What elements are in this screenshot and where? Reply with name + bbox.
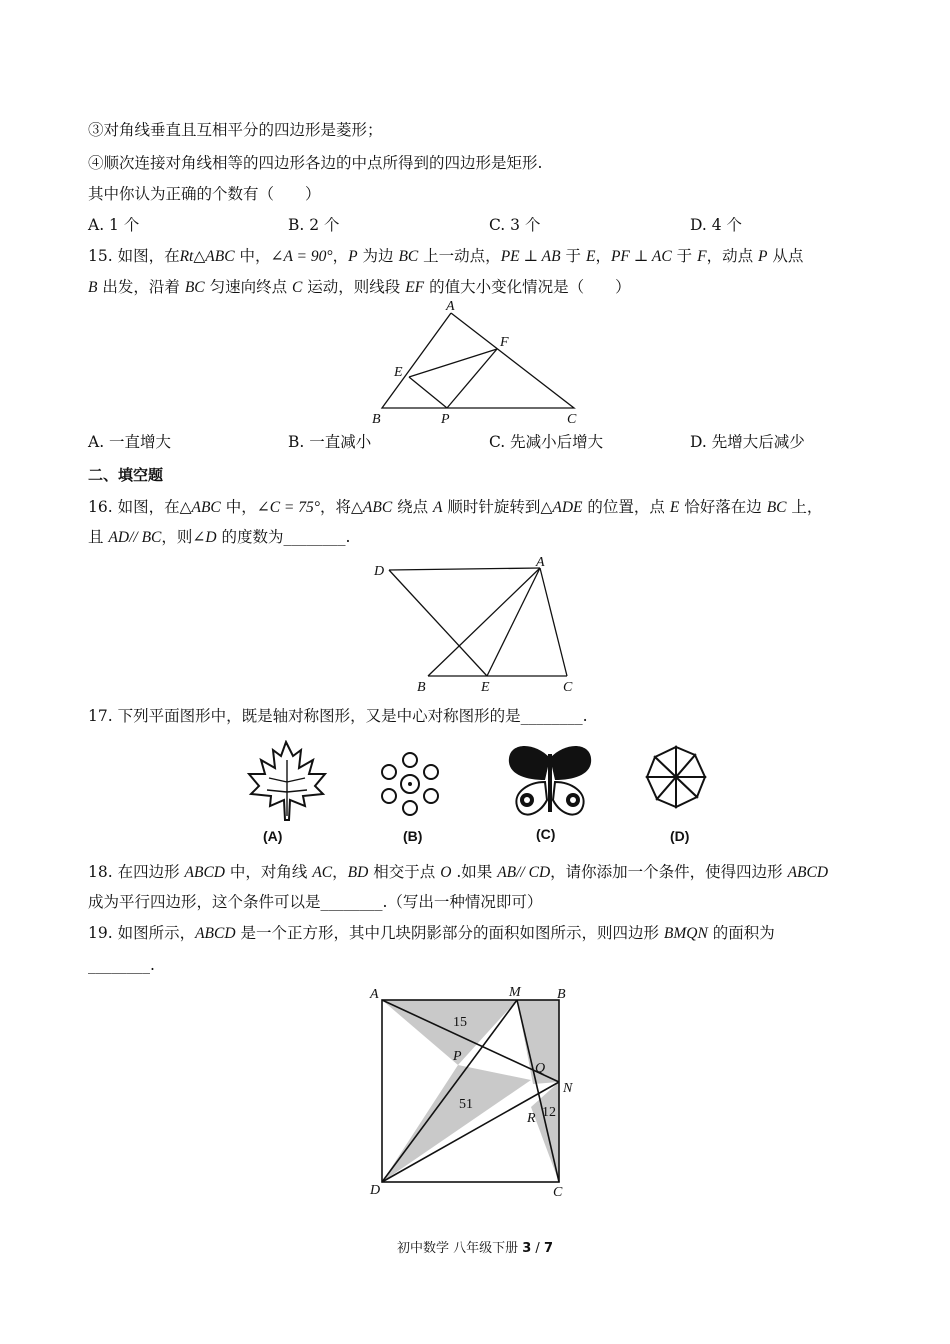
page-footer: 初中数学 八年级下册 3 / 7	[396, 1241, 553, 1256]
q16-label-e: E	[481, 680, 490, 695]
q19-label-m: M	[509, 985, 521, 1000]
q19-label-n: N	[563, 1081, 573, 1096]
q19-figure	[365, 982, 585, 1202]
q19-label-d: D	[370, 1183, 381, 1198]
q16-segment-de	[389, 570, 487, 676]
q14-option-d: D. 4 个	[690, 216, 743, 234]
q19-line-2: ________.	[88, 956, 155, 974]
q17-label-d: (D)	[670, 828, 690, 844]
q14-option-a: A. 1 个	[88, 216, 140, 234]
q19-line-1: 19. 如图所示，ABCD 是一个正方形，其中几块阴影部分的面积如图所示，则四边形 BMQN 的面积为	[88, 924, 775, 942]
q18-line-2: 成为平行四边形，这个条件可以是________.（写出一种情况即可）	[88, 893, 543, 911]
q18-line-1: 18. 在四边形 ABCD 中，对角线 AC，BD 相交于点 O .如果 AB// CD，请你添加一个条件，使得四边形 ABCD	[88, 863, 829, 881]
q19-area-15: 15	[453, 1015, 467, 1030]
q15-line-2: B 出发，沿着 BC 匀速向终点 C 运动，则线段 EF 的值大小变化情况是（ ）	[88, 278, 631, 296]
q15-label-b: B	[372, 412, 381, 427]
q19-label-p: P	[453, 1049, 462, 1064]
q16-segment-ab	[428, 568, 540, 676]
q15-figure	[360, 298, 590, 428]
q16-label-d: D	[374, 564, 385, 579]
q15-label-p: P	[441, 412, 450, 427]
q17-label-c: (C)	[536, 826, 556, 842]
q16-line-1: 16. 如图，在△ABC 中，∠C = 75°，将△ABC 绕点 A 顺时针旋转到△ADE 的位置，点 E 恰好落在边 BC 上，	[88, 498, 823, 516]
q15-triangle	[382, 313, 574, 408]
q16-segment-ac	[540, 568, 567, 676]
q16-label-c: C	[563, 680, 573, 695]
q15-line-1: 15. 如图，在Rt△ABC 中，∠A = 90°，P 为边 BC 上一动点，PE ⊥ AB 于 E，PF ⊥ AC 于 F，动点 P 从点	[88, 247, 804, 265]
q16-segment-da	[389, 568, 540, 570]
q14-statement-4: ④顺次连接对角线相等的四边形各边的中点所得到的四边形是矩形.	[88, 154, 543, 172]
q16-segment-ae	[487, 568, 540, 676]
q15-label-a: A	[446, 299, 455, 314]
q16-label-b: B	[417, 680, 426, 695]
q16-label-a: A	[536, 555, 545, 570]
q17-figures	[243, 740, 723, 848]
q17-label-a: (A)	[263, 828, 283, 844]
q15-label-c: C	[567, 412, 577, 427]
q19-area-12: 12	[542, 1105, 556, 1120]
q19-label-r: R	[527, 1111, 536, 1126]
q19-label-c: C	[553, 1185, 563, 1200]
q15-segment-pf	[447, 349, 497, 408]
q17-text: 17. 下列平面图形中，既是轴对称图形，又是中心对称图形的是________.	[88, 707, 588, 725]
q15-label-f: F	[500, 335, 509, 350]
q14-option-c: C. 3 个	[489, 216, 541, 234]
q16-figure	[365, 553, 580, 695]
q19-label-b: B	[557, 987, 566, 1002]
q15-option-a: A. 一直增大	[88, 433, 172, 451]
q14-option-b: B. 2 个	[288, 216, 340, 234]
section-heading: 二、填空题	[88, 466, 164, 484]
q17-label-b: (B)	[403, 828, 423, 844]
q14-question: 其中你认为正确的个数有（ ）	[88, 185, 321, 203]
q15-label-e: E	[394, 365, 403, 380]
q15-option-d: D. 先增大后减少	[690, 433, 805, 451]
q19-label-a: A	[370, 987, 379, 1002]
q19-label-q: Q	[535, 1061, 546, 1076]
snowflake-icon	[375, 750, 445, 818]
q15-option-b: B. 一直减小	[288, 433, 372, 451]
maple-leaf-icon	[243, 740, 333, 825]
butterfly-icon	[505, 740, 595, 825]
q15-option-c: C. 先减小后增大	[489, 433, 604, 451]
q14-statement-3: ③对角线垂直且互相平分的四边形是菱形；	[88, 121, 383, 139]
q15-segment-pe	[409, 377, 447, 408]
q19-area-51: 51	[459, 1097, 473, 1112]
q16-line-2: 且 AD// BC，则∠D 的度数为________.	[88, 528, 351, 546]
pinwheel-icon	[641, 743, 711, 811]
